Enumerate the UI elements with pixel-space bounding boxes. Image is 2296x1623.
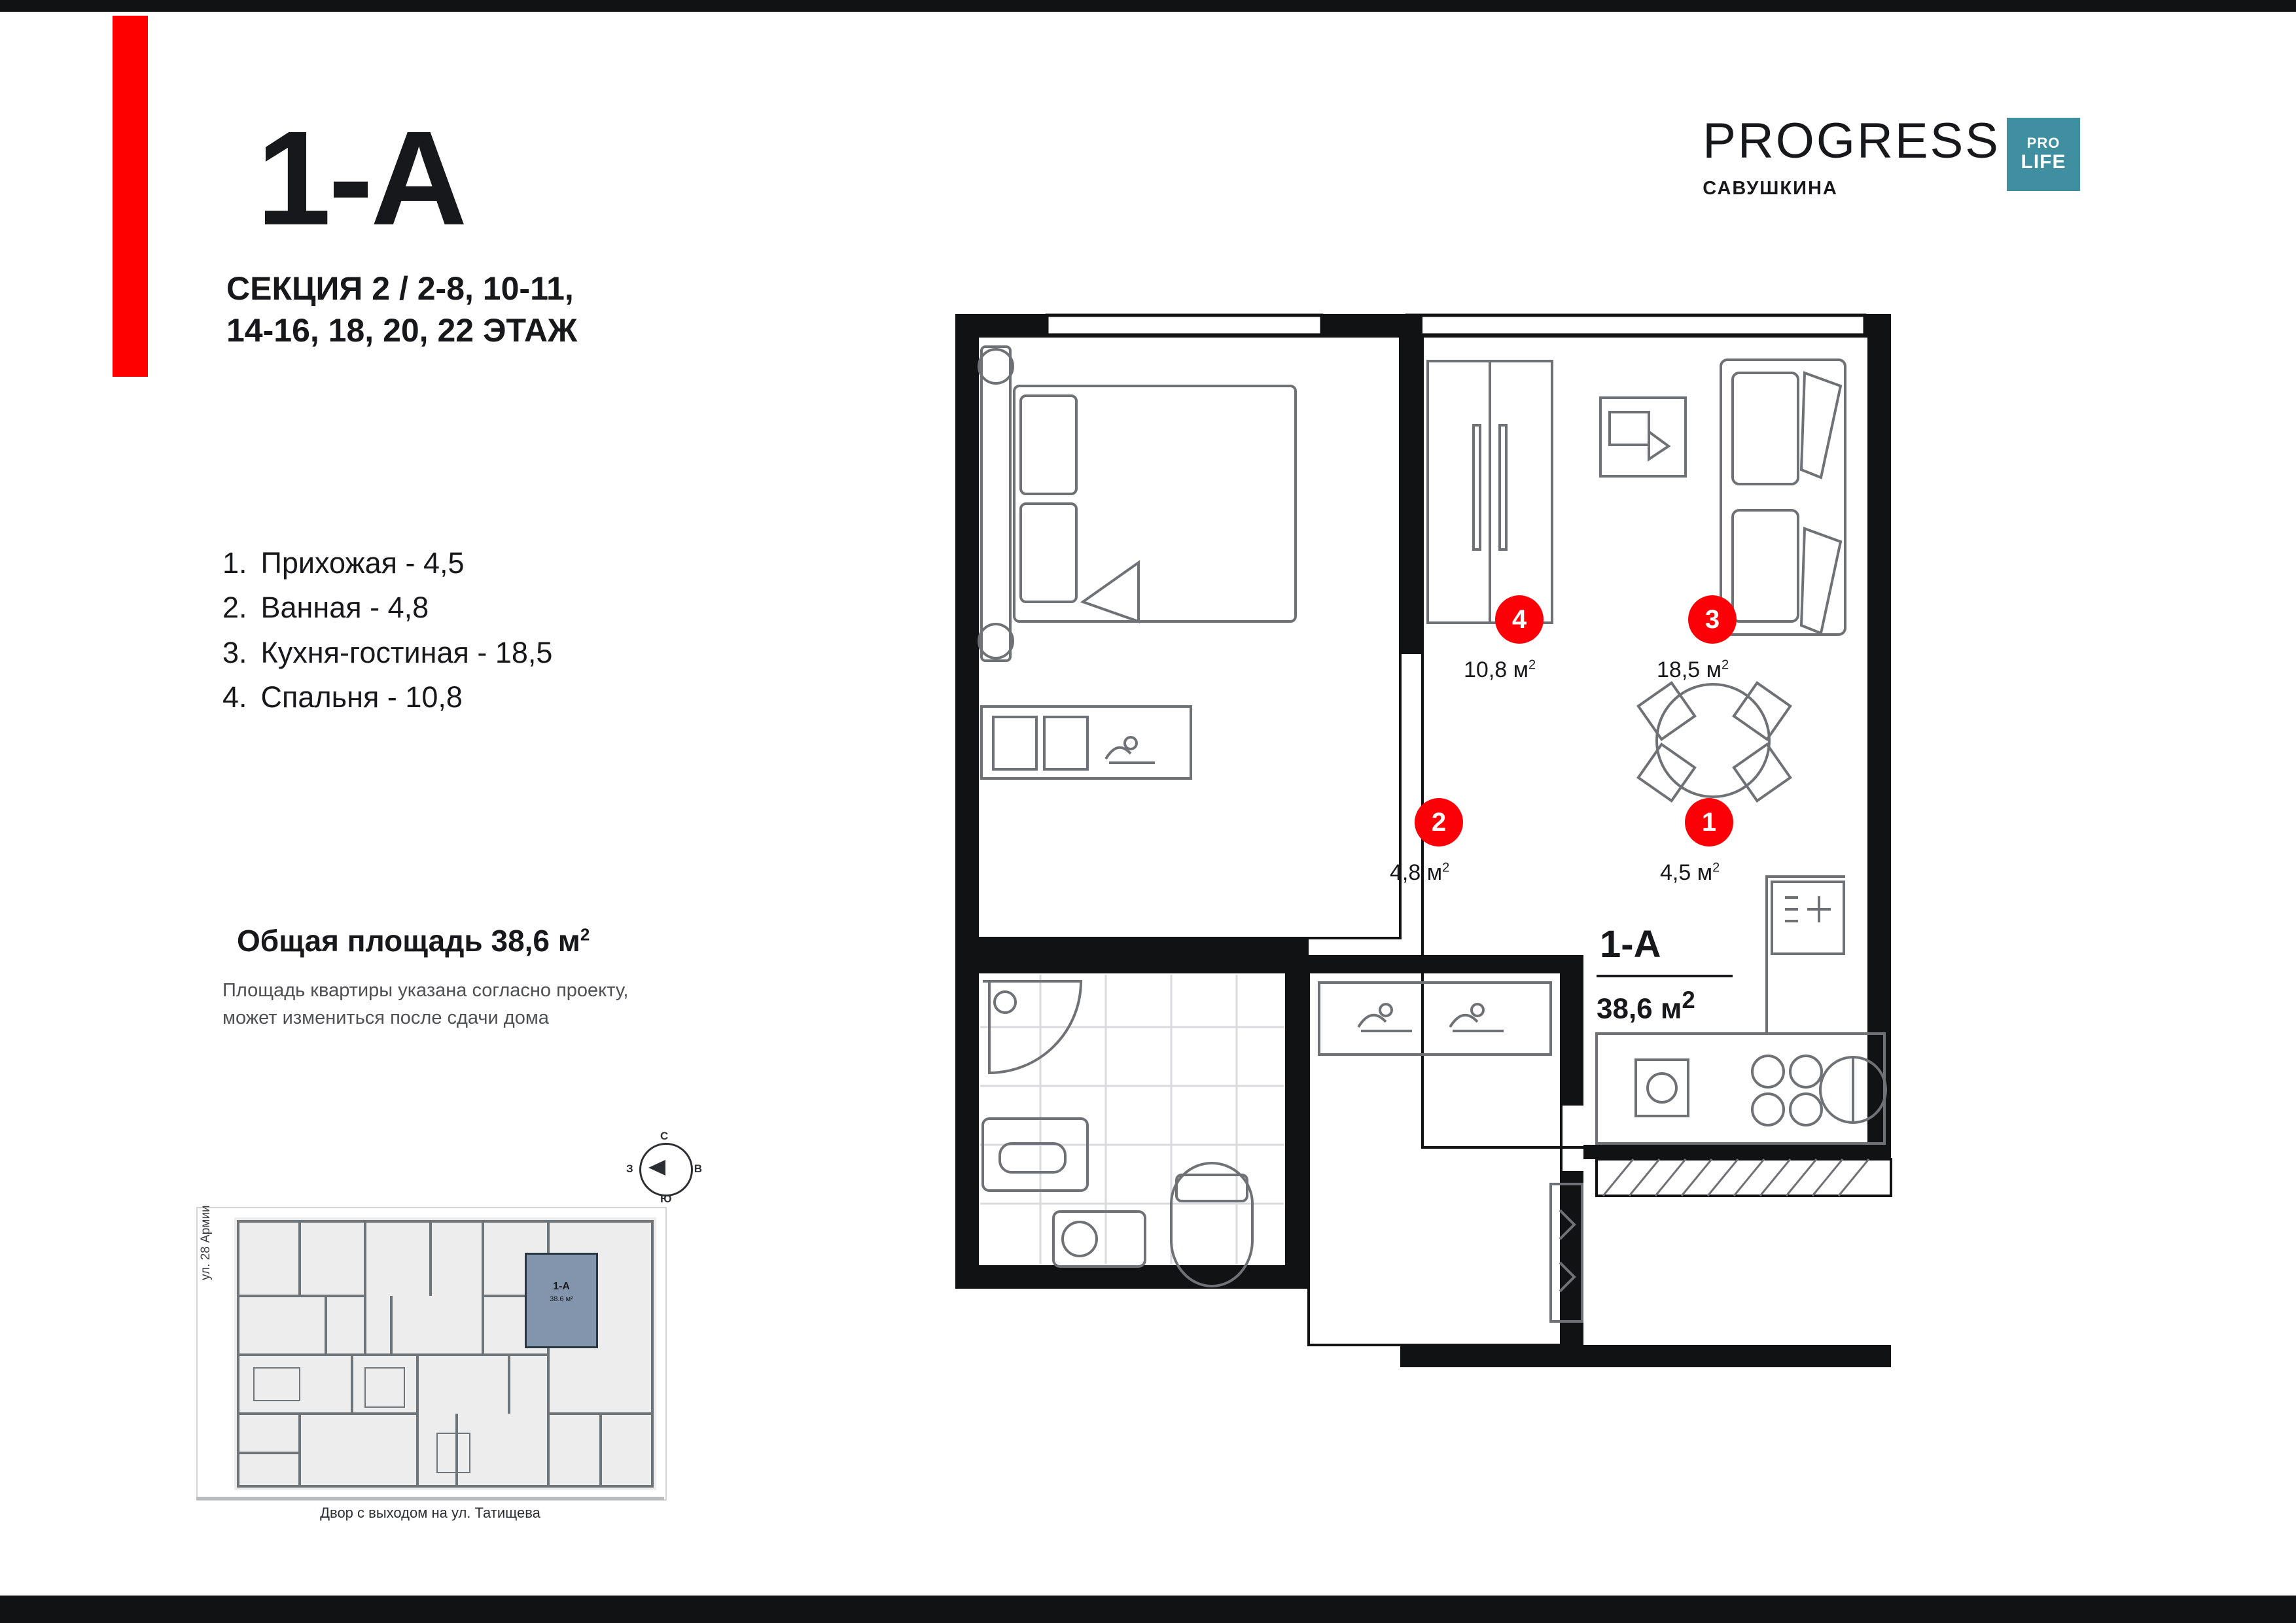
built-in-wardrobe-icon [1428,361,1552,623]
disclaimer-line-2: может измениться после сдачи дома [222,1007,549,1028]
room-label: Кухня-гостиная - 18,5 [260,635,553,669]
key-plan-caption: Двор с выходом на ул. Татищева [320,1505,540,1521]
tv-unit-icon [1600,398,1686,476]
room-marker-1[interactable]: 1 [1685,798,1733,846]
bathroom-fixtures-icon [980,975,1284,1286]
key-plan-caption-bar [196,1497,664,1500]
room-marker-2[interactable]: 2 [1415,798,1463,846]
room-number: 1. [222,546,247,580]
compass-label-south: Ю [660,1193,672,1205]
brand-badge [2007,118,2080,191]
brand-logo [1703,113,2000,200]
section-info-line-1: СЕКЦИЯ 2 / 2-8, 10-11, [226,270,574,307]
floor-plan[interactable] [942,301,2015,1393]
room-area-4: 10,8 $м^2$ [1464,657,1536,682]
bedroom-wardrobe-icon [981,707,1191,778]
room-label: Спальня - 10,8 [260,680,463,714]
plan-unit-area: 38,6 $м^2$ [1597,986,1695,1025]
room-area-1: 4,5 $м^2$ [1660,860,1720,885]
total-area-sup: 2 [580,924,590,945]
room-marker-4[interactable]: 4 [1495,595,1544,644]
room-number: 2. [222,591,247,625]
brand-badge-line-1: PRO [2026,135,2060,152]
compass-rose [625,1128,703,1207]
room-area-2: 4,8 $м^2$ [1390,860,1450,885]
sofa-icon [1721,360,1845,635]
dining-table-icon [1638,683,1790,801]
room-area-3: 18,5 $м^2$ [1657,657,1729,682]
balcony-hatch-icon [1597,1159,1891,1196]
brand-name: PROGRESS [1703,113,2000,169]
brand-badge-line-2: LIFE [2021,151,2066,173]
floor-plan-drawing [942,301,2015,1393]
disclaimer [222,977,720,1032]
list-item [222,631,785,675]
room-marker-3[interactable]: 3 [1688,595,1737,644]
red-accent-bar [113,16,148,377]
room-label: Ванная - 4,8 [260,591,429,625]
room-list [222,541,785,720]
key-plan-unit-area: 38.6 м² [550,1295,573,1303]
key-plan-unit-code: 1-А [553,1281,570,1292]
list-item [222,541,785,585]
bottom-frame-bar [0,1596,2296,1623]
plan-title-divider [1597,975,1733,977]
plan-unit-code: 1-А [1600,923,1661,966]
key-plan-street-label: ул. 28 Армии [199,1205,213,1280]
section-info [226,268,724,351]
disclaimer-line-1: Площадь квартиры указана согласно проекту, [222,979,629,1001]
key-plan[interactable] [196,1207,667,1501]
room-number: 3. [222,635,247,669]
brand-subtitle: САВУШКИНА [1703,178,1838,199]
total-area [237,923,785,958]
top-frame-bar [0,0,2296,12]
key-plan-highlighted-unit[interactable] [525,1253,598,1348]
list-item [222,585,785,630]
list-item [222,675,785,720]
section-info-line-2: 14-16, 18, 20, 22 ЭТАЖ [226,312,578,349]
room-number: 4. [222,680,247,714]
compass-label-west: З [626,1162,633,1175]
page-title: 1-А [256,103,465,253]
compass-label-north: С [660,1130,669,1142]
compass-needle-icon [648,1160,665,1176]
info-panel [196,103,785,1032]
compass-ring [639,1143,693,1196]
total-area-label: Общая площадь 38,6 м [237,923,580,958]
compass-label-east: В [694,1162,702,1175]
room-label: Прихожая - 4,5 [260,546,465,580]
hallway-wardrobe-icon [1319,983,1551,1055]
bedroom-furniture-icon [979,347,1296,661]
